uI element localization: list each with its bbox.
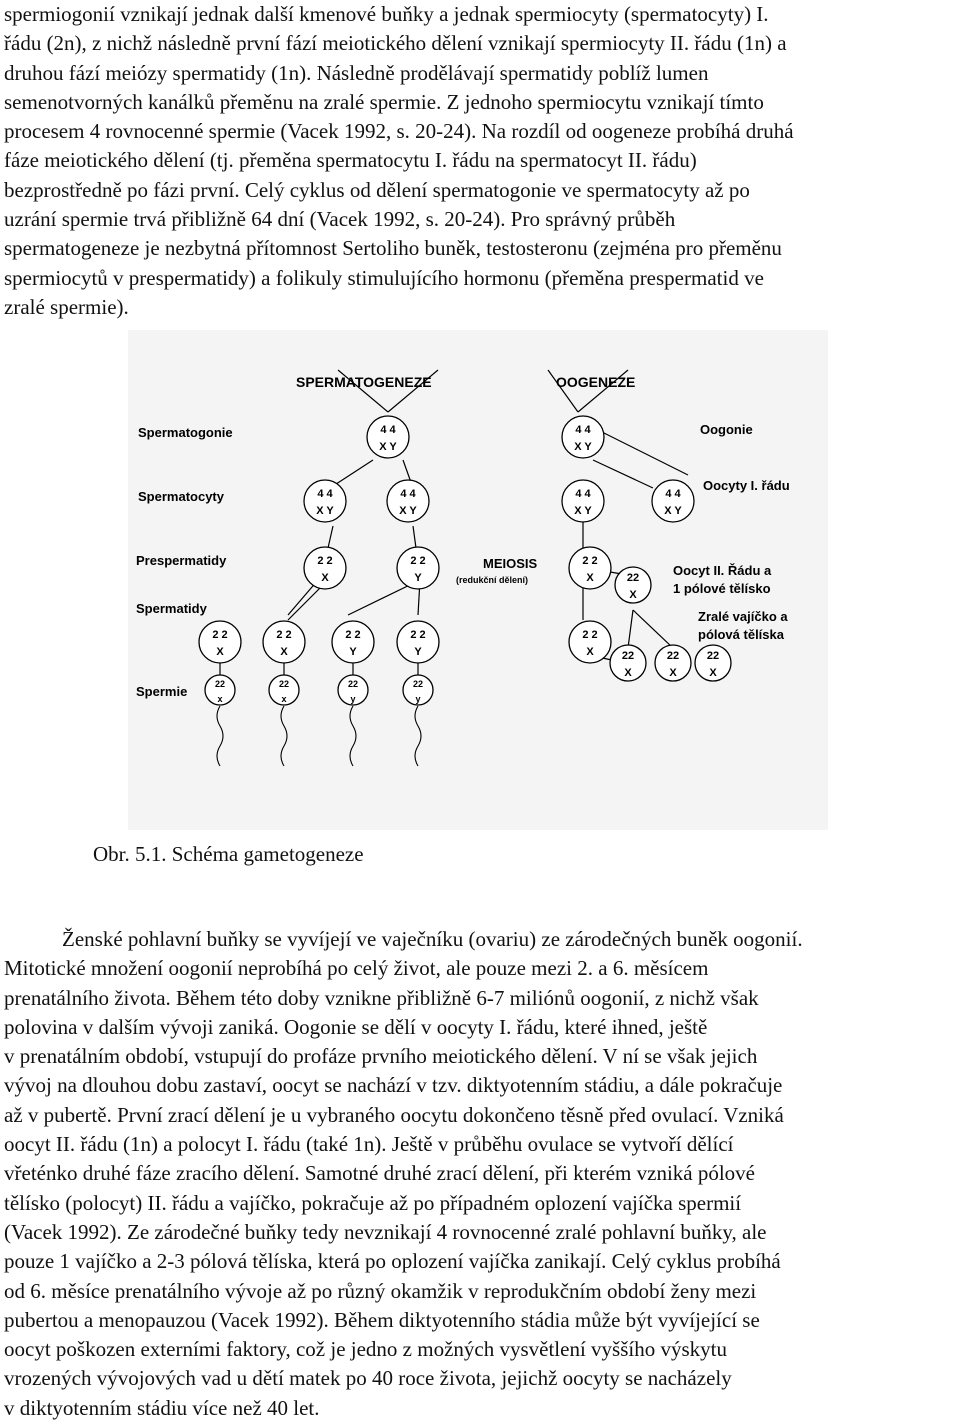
text-line: spermatogeneze je nezbytná přítomnost Sertoliho buněk, testosteronu (zejména pro přeměnu <box>4 236 782 261</box>
cell-sex-chromosomes: X <box>629 589 637 601</box>
cell-sex-chromosomes: X <box>624 667 632 679</box>
cell-sex-chromosomes: y <box>415 694 421 704</box>
text-line: polovina v dalším vývoji zaniká. Oogonie se dělí v oocyty I. řádu, které ihned, ještě <box>4 1014 708 1039</box>
label-spermatidy: Spermatidy <box>136 601 207 616</box>
cell <box>610 645 646 681</box>
text-line: semenotvorných kanálků přeměnu na zralé spermie. Z jednoho spermiocytu vznikají tímto <box>4 89 764 114</box>
cell-autosomes: 22 <box>666 650 680 662</box>
text-line: oocyt poškozen externími faktory, což je jedno z možných vysvětlení vyššího výskytu <box>4 1337 727 1362</box>
cell <box>615 567 651 603</box>
cells <box>199 416 731 705</box>
text-line: prenatálního života. Během této doby vznikne přibližně 6-7 miliónů oogonií, z nichž však <box>4 985 759 1010</box>
label-oocyty-1: Oocyty I. řádu <box>703 478 790 493</box>
text-line: procesem 4 rovnocenné spermie (Vacek 1992, s. 20-24). Na rozdíl od oogeneze probíhá druhá <box>4 119 794 144</box>
cell <box>205 675 235 705</box>
cell-autosomes: 4 4 <box>575 424 591 436</box>
heading-oogenesis: OOGENEZE <box>556 374 636 390</box>
label-mature-egg: Zralé vajíčko a <box>698 609 788 624</box>
cell-autosomes: 2 2 <box>410 555 426 567</box>
cell-autosomes: 4 4 <box>400 488 416 500</box>
cell-sex-chromosomes: X Y <box>399 505 417 517</box>
cell-sex-chromosomes: X <box>216 646 224 658</box>
cell-autosomes: 2 2 <box>276 629 292 641</box>
cell <box>695 645 731 681</box>
cell-sex-chromosomes: X Y <box>664 505 682 517</box>
text-line: v diktyotenním stádiu více než 40 let. <box>4 1395 320 1420</box>
cell-sex-chromosomes: X <box>669 667 677 679</box>
cell <box>397 547 439 589</box>
text-line: uzrání spermie trvá přibližně 64 dní (Vacek 1992, s. 20-24). Pro správný průběh <box>4 207 676 232</box>
label-oocyt-2: Oocyt II. Řádu a <box>673 563 772 578</box>
cell <box>263 621 305 663</box>
label-oogonie: Oogonie <box>700 422 753 437</box>
text-line: Ženské pohlavní buňky se vyvíjejí ve vaječníku (ovariu) ze zárodečných buněk oogonií. <box>62 927 803 951</box>
cell <box>269 675 299 705</box>
cell-autosomes: 2 2 <box>317 555 333 567</box>
text-line: tělísko (polocyt) II. řádu a vajíčko, pokračuje až po případném oplození vajíčka spermií <box>4 1190 742 1215</box>
cell-autosomes: 4 4 <box>575 488 591 500</box>
cell <box>655 645 691 681</box>
text-line: spermiogonií vznikají jednak další kmenové buňky a jednak spermiocyty (spermatocyty) I. <box>4 2 769 26</box>
cell-sex-chromosomes: X Y <box>379 441 397 453</box>
text-line: pouze 1 vajíčko a 2-3 pólová tělíska, která po oplození vajíčka zanikají. Celý cyklus probíhá <box>4 1249 781 1274</box>
cell-sex-chromosomes: y <box>350 694 356 704</box>
label-spermatogonie: Spermatogonie <box>138 425 233 440</box>
diagram-svg <box>128 330 828 830</box>
cell-autosomes: 2 2 <box>582 555 598 567</box>
cell-autosomes: 22 <box>412 679 424 689</box>
paragraph-spermatogenesis <box>4 0 958 322</box>
sperm-tails <box>217 706 421 766</box>
cell <box>367 416 409 458</box>
cell <box>569 621 611 663</box>
cell-autosomes: 2 2 <box>582 629 598 641</box>
cell-sex-chromosomes: X <box>321 572 329 584</box>
text-line: spermiocytů v prespermatidy) a folikuly stimulujícího hormonu (přeměna prespermatid ve <box>4 265 764 290</box>
figure-caption: Obr. 5.1. Schéma gametogeneze <box>93 842 364 866</box>
text-line: oocyt II. řádu (1n) a polocyt I. řádu (také 1n). Ještě v průběhu ovulace se vytvoří dělící <box>4 1132 734 1157</box>
cell-sex-chromosomes: Y <box>414 572 422 584</box>
cell-autosomes: 4 4 <box>665 488 681 500</box>
cell <box>338 675 368 705</box>
cell <box>562 480 604 522</box>
paragraph-oogenesis <box>4 925 958 1423</box>
text-line: vrozených vývojových vad u dětí matek po 40 roce života, jejichž oocyty se nacházely <box>4 1366 732 1391</box>
cell-autosomes: 2 2 <box>345 629 361 641</box>
gametogenesis-diagram <box>128 330 828 830</box>
label-meiosis: MEIOSIS <box>483 556 538 571</box>
text-line: druhou fází meiózy spermatidy (1n). Následně prodělávají spermatidy poblíž lumen <box>4 60 709 85</box>
cell-sex-chromosomes: X <box>709 667 717 679</box>
label-spermie: Spermie <box>136 684 188 699</box>
text-line: až v pubertě. První zrací dělení je u vybraného oocytu dokončeno těsně před ovulací. Vzniká <box>4 1102 784 1127</box>
cell-autosomes: 2 2 <box>410 629 426 641</box>
text-line: (Vacek 1992). Ze zárodečné buňky tedy nevznikají 4 rovnocenné zralé pohlavní buňky, ale <box>4 1219 767 1244</box>
cell-autosomes: 22 <box>706 650 720 662</box>
text-line: Mitotické množení oogonií neprobíhá po celý život, ale pouze mezi 2. a 6. měsícem <box>4 956 709 981</box>
text-line: od 6. měsíce prenatálního vývoje až po různý okamžik v reprodukčním období ženy mezi <box>4 1278 757 1303</box>
cell <box>387 480 429 522</box>
cell-autosomes: 2 2 <box>212 629 228 641</box>
cell-sex-chromosomes: X <box>586 572 594 584</box>
label-polar-body-1: 1 pólové tělísko <box>673 581 771 596</box>
cell-sex-chromosomes: X Y <box>574 441 592 453</box>
label-polar-bodies: pólová tělíska <box>698 627 784 642</box>
cell <box>304 547 346 589</box>
cell-autosomes: 22 <box>621 650 635 662</box>
cell <box>332 621 374 663</box>
cell-autosomes: 4 4 <box>380 424 396 436</box>
cell-autosomes: 22 <box>626 572 640 584</box>
text-line: fáze meiotického dělení (tj. přeměna spermatocytu I. řádu na spermatocyt II. řádu) <box>4 148 697 173</box>
cell-sex-chromosomes: X <box>586 646 594 658</box>
text-line: vřeténko druhé fáze zracího dělení. Samotné druhé zrací dělení, při kterém vzniká pólové <box>4 1161 756 1186</box>
label-spermatocyty: Spermatocyty <box>138 489 224 504</box>
text-line: pubertou a menopauzou (Vacek 1992). Během diktyotenního stádia může být vyvíjející se <box>4 1307 760 1332</box>
cell-sex-chromosomes: x <box>217 694 223 704</box>
cell <box>304 480 346 522</box>
label-meiosis-sub: (redukční dělení) <box>456 575 529 585</box>
cell-sex-chromosomes: X Y <box>316 505 334 517</box>
cell-autosomes: 4 4 <box>317 488 333 500</box>
text-line: řádu (2n), z nichž následně první fází meiotického dělení vznikají spermiocyty II. řádu (1n) a <box>4 31 787 56</box>
cell-sex-chromosomes: X <box>280 646 288 658</box>
cell-sex-chromosomes: Y <box>349 646 357 658</box>
cell <box>397 621 439 663</box>
cell-autosomes: 22 <box>214 679 226 689</box>
cell <box>199 621 241 663</box>
text-line: v prenatálním období, vstupují do profáze prvního meiotického dělení. V ní se však jejich <box>4 1044 758 1069</box>
heading-spermatogenesis: SPERMATOGENEZE <box>296 374 432 390</box>
text-line: zralé spermie). <box>4 294 129 319</box>
cell-sex-chromosomes: x <box>281 694 287 704</box>
label-prespermatidy: Prespermatidy <box>136 553 227 568</box>
cell-sex-chromosomes: X Y <box>574 505 592 517</box>
cell-autosomes: 22 <box>347 679 359 689</box>
text-line: vývoj na dlouhou dobu zastaví, oocyt se nachází v tzv. diktyotenním stádiu, a dále pokračuje <box>4 1073 783 1098</box>
cell <box>403 675 433 705</box>
cell <box>652 480 694 522</box>
cell <box>569 547 611 589</box>
cell-sex-chromosomes: Y <box>414 646 422 658</box>
text-line: bezprostředně po fázi první. Celý cyklus od dělení spermatogonie ve spermatocyty až po <box>4 177 750 202</box>
cell <box>562 416 604 458</box>
cell-autosomes: 22 <box>278 679 290 689</box>
